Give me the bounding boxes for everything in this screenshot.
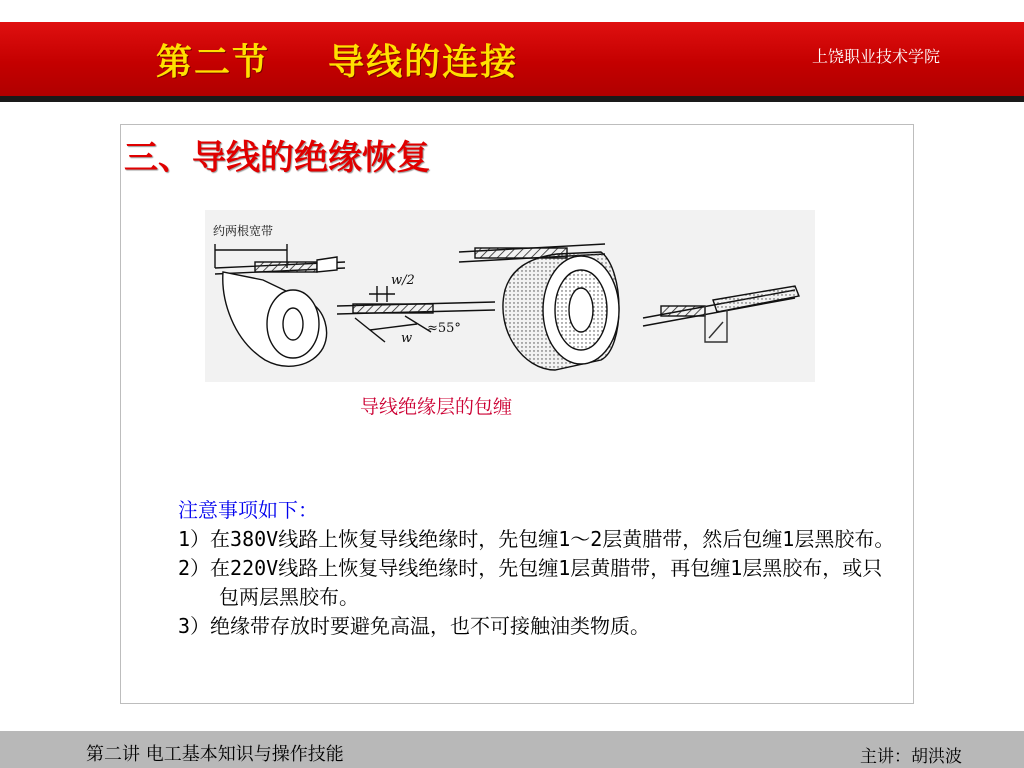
note-item-3: 3）绝缘带存放时要避免高温，也不可接触油类物质。 <box>178 614 651 638</box>
school-name: 上饶职业技术学院 <box>812 47 941 66</box>
notes-heading: 注意事项如下： <box>178 498 318 522</box>
note-item-2: 2）在220V线路上恢复导线绝缘时，先包缠1层黄腊带，再包缠1层黑胶布，或只包两层黑胶布。 <box>178 556 883 609</box>
notes-block <box>178 496 899 641</box>
figure-caption: 导线绝缘层的包缠 <box>360 396 513 418</box>
label-angle: ≈55° <box>427 321 461 336</box>
page-title: 第二节 导线的连接 <box>156 42 519 83</box>
label-width: w <box>401 331 413 346</box>
label-two-widths: 约两根宽带 <box>213 224 274 238</box>
insulation-wrapping-figure <box>205 210 815 382</box>
section-title: 三、导线的绝缘恢复 <box>124 138 430 178</box>
footer-course-title: 第二讲 电工基本知识与操作技能 <box>86 744 344 765</box>
footer-lecturer: 主讲：胡洪波 <box>860 747 962 767</box>
label-half-width: w/2 <box>391 273 415 288</box>
header-divider <box>0 96 1024 102</box>
note-item-1: 1）在380V线路上恢复导线绝缘时，先包缠1～2层黄腊带，然后包缠1层黑胶布。 <box>178 527 895 551</box>
